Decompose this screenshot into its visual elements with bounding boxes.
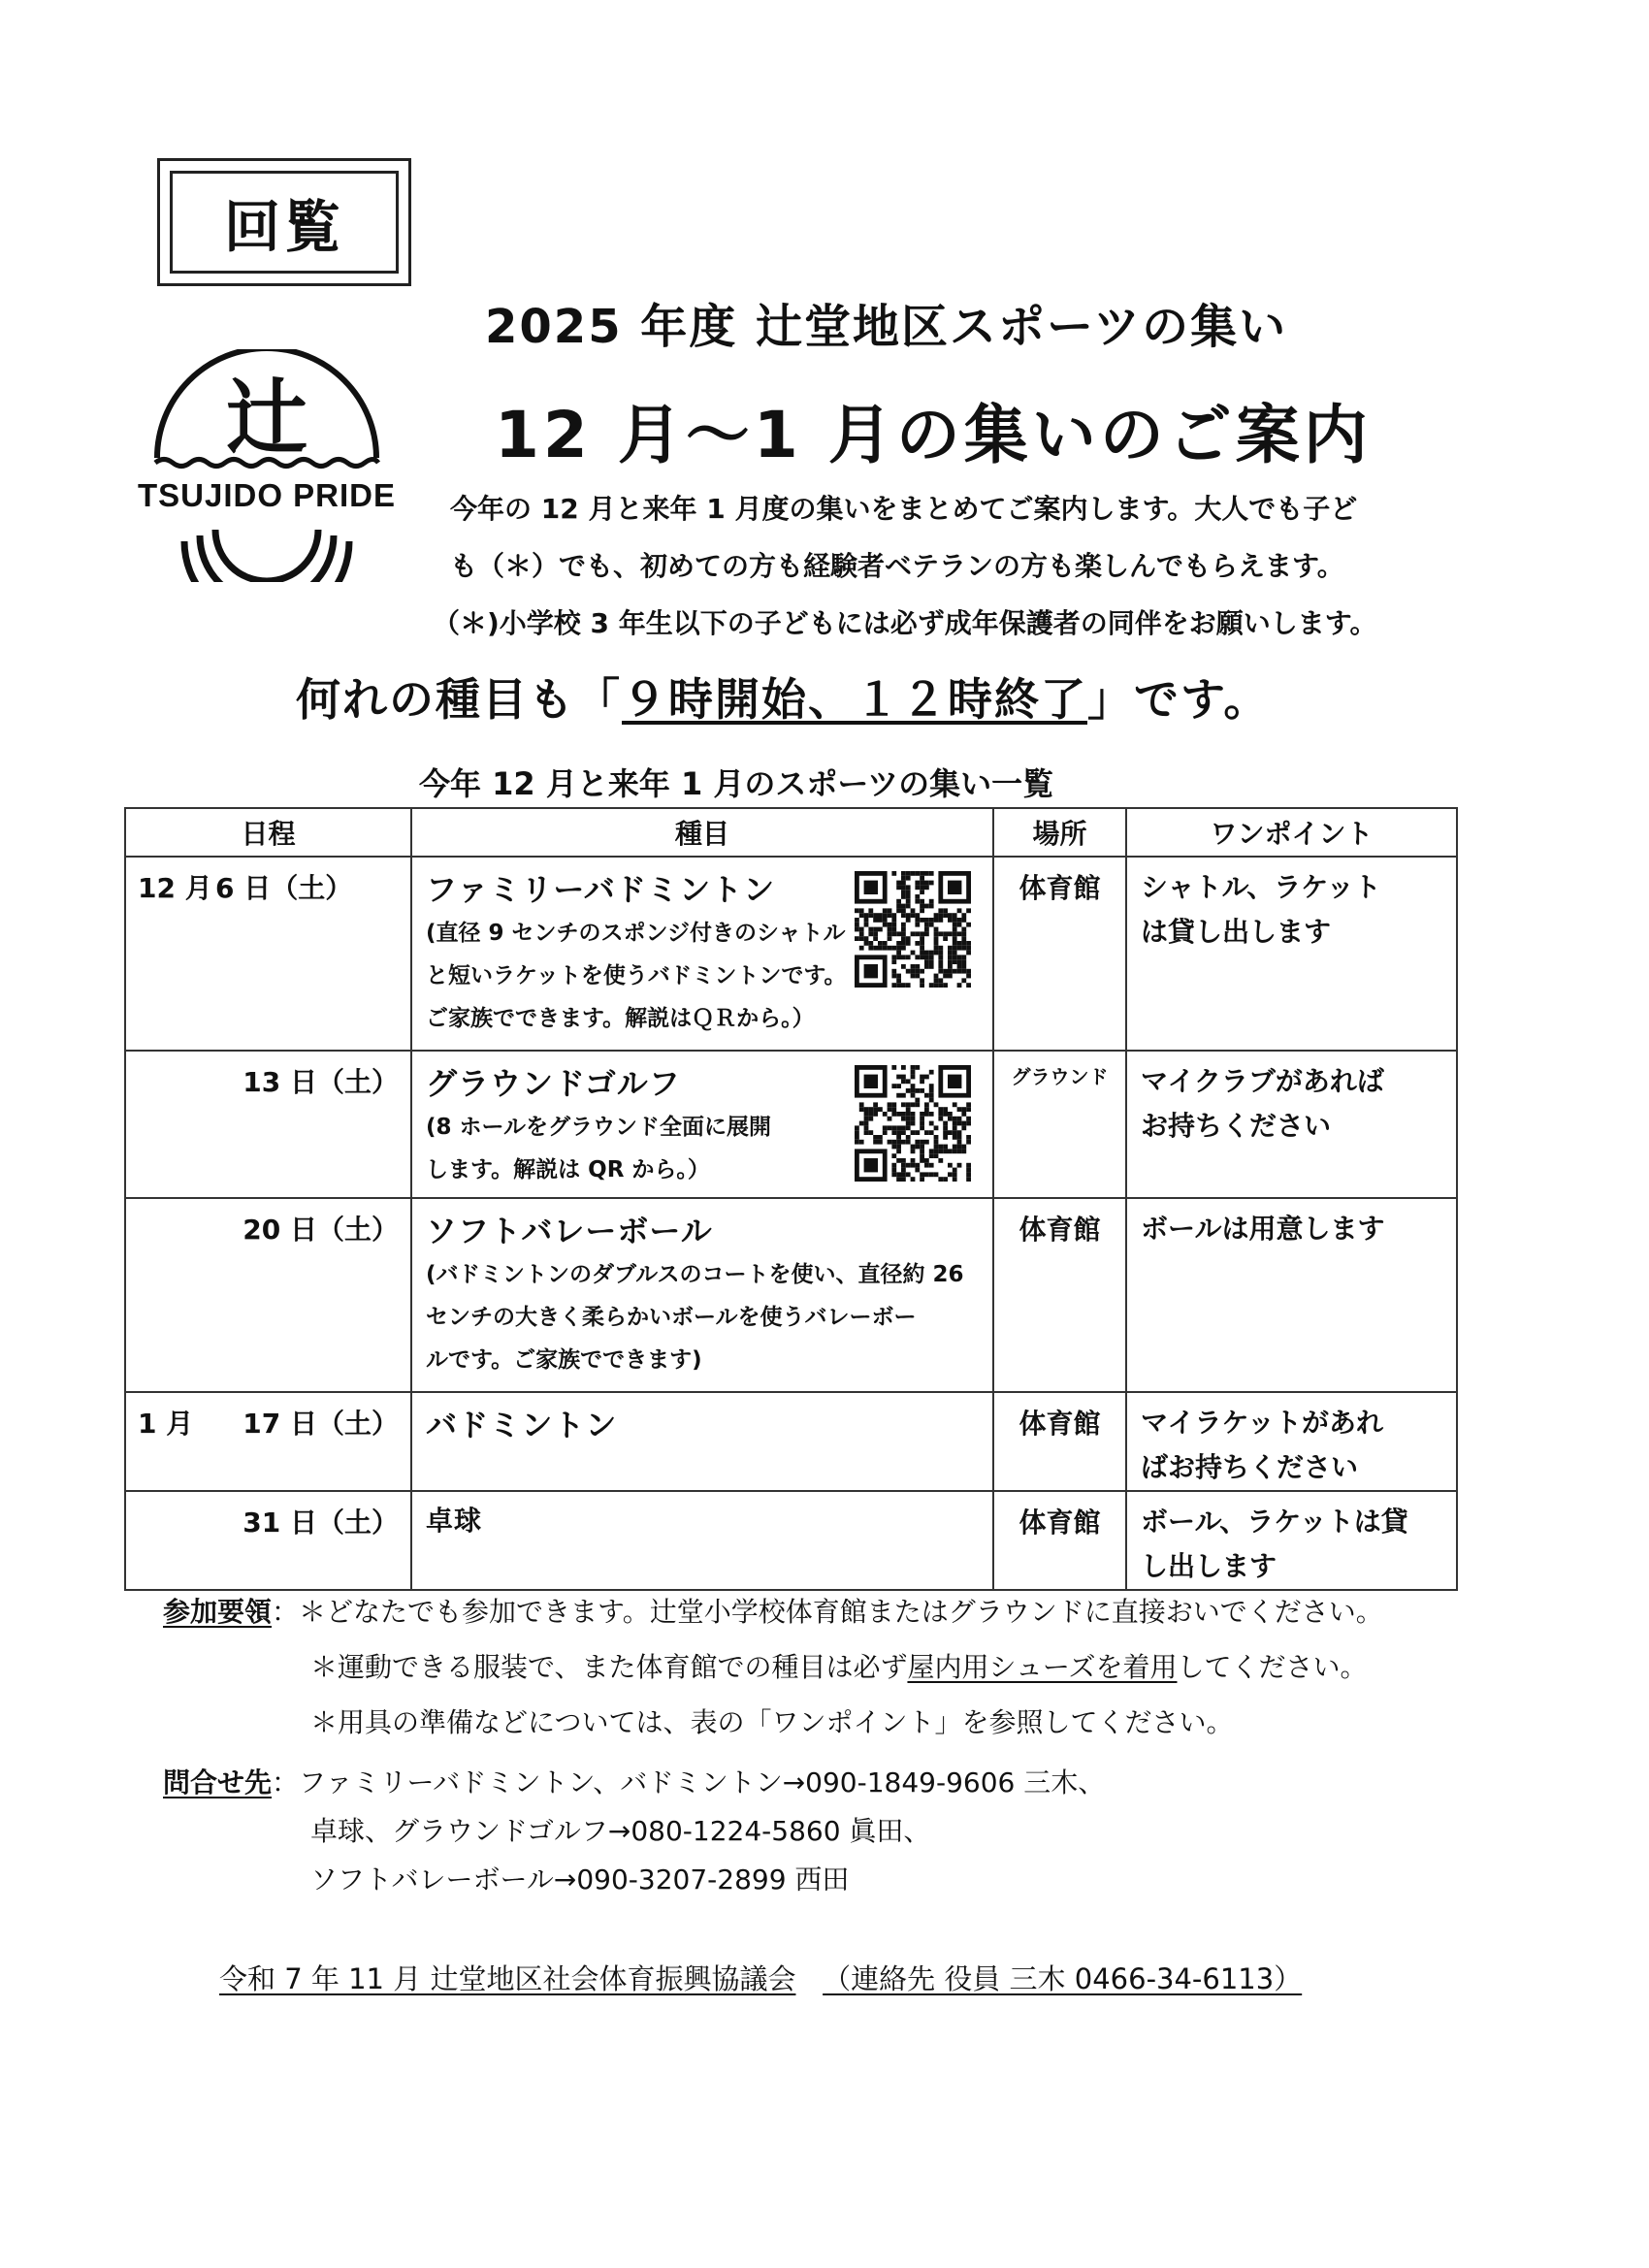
- table-row: [125, 1051, 1457, 1198]
- point-line: ボール、ラケットは貸: [1141, 1506, 1408, 1538]
- point-line: マイクラブがあれば: [1141, 1065, 1384, 1097]
- point-cell: [1126, 1198, 1457, 1392]
- tsujido-pride-logo: [136, 349, 398, 582]
- footer-organization: 令和 7 年 11 月 辻堂地区社会体育振興協議会: [219, 1962, 796, 1995]
- point-line: ボールは用意します: [1141, 1213, 1385, 1245]
- event-description-line: します。解説は QR から。）: [426, 1157, 710, 1183]
- requirements-line-1: [163, 1591, 1383, 1630]
- event-name: ソフトバレーボール: [426, 1213, 713, 1249]
- requirements-line-2: [310, 1646, 1368, 1685]
- place-cell: 体育館: [993, 1491, 1126, 1590]
- date-cell: [125, 1198, 411, 1392]
- event-name: ファミリーバドミントン: [426, 871, 776, 908]
- table-header-row: [125, 808, 1457, 857]
- event-cell: [411, 857, 993, 1051]
- event-cell: [411, 1198, 993, 1392]
- table-title: 今年 12 月と来年 1 月のスポーツの集い一覧: [419, 765, 1054, 802]
- event-cell: [411, 1392, 993, 1491]
- time-headline: [296, 664, 1270, 729]
- point-cell: [1126, 857, 1457, 1051]
- requirements-text: ＊どなたでも参加できます。辻堂小学校体育館またはグラウンドに直接おいでください。: [299, 1596, 1383, 1628]
- point-cell: [1126, 1491, 1457, 1590]
- event-description-line: ご家族でできます。解説はＱＲから。）: [426, 1006, 815, 1031]
- date-day: 13 日（土）: [242, 1066, 399, 1098]
- requirements-colon: ：: [272, 1596, 300, 1628]
- point-line: し出します: [1141, 1550, 1277, 1582]
- date-cell: [125, 857, 411, 1051]
- qr-code-icon[interactable]: [855, 1065, 971, 1182]
- contact-text: ファミリーバドミントン、バドミントン→090-1849-9606 三木、: [299, 1766, 1106, 1798]
- logo-kanji: 辻: [225, 371, 308, 466]
- date-cell: [125, 1051, 411, 1198]
- header-place: 場所: [993, 808, 1126, 857]
- point-line: ばお持ちください: [1141, 1451, 1359, 1483]
- contact-line-2: 卓球、グラウンドゴルフ→080-1224-5860 眞田、: [310, 1815, 931, 1847]
- event-cell: [411, 1051, 993, 1198]
- headline-prefix: 何れの種目も「: [296, 673, 622, 726]
- date-cell: [125, 1392, 411, 1491]
- intro-line: 今年の 12 月と来年 1 月度の集いをまとめてご案内します。大人でも子ど: [450, 493, 1358, 525]
- page-title: 2025 年度 辻堂地区スポーツの集い: [485, 300, 1288, 354]
- requirements-text: ＊運動できる服装で、また体育館での種目は必ず: [310, 1651, 908, 1683]
- event-description-line: と短いラケットを使うバドミントンです。: [426, 963, 847, 988]
- headline-time: ９時開始、１２時終了: [622, 673, 1087, 726]
- date-day: 6 日（土）: [215, 872, 353, 904]
- contact-label: 問合せ先: [163, 1766, 273, 1798]
- date-month: 12 月: [138, 872, 212, 904]
- place-cell: 体育館: [993, 857, 1126, 1051]
- requirements-label: 参加要領: [163, 1596, 273, 1628]
- place-cell: グラウンド: [993, 1051, 1126, 1198]
- event-name: グラウンドゴルフ: [426, 1065, 681, 1102]
- place-cell: 体育館: [993, 1392, 1126, 1491]
- contact-line-3: ソフトバレーボール→090-3207-2899 西田: [310, 1863, 850, 1895]
- footer-contact: （連絡先 役員 三木 0466-34-6113）: [823, 1962, 1303, 1995]
- stamp-label: 回覧: [170, 171, 399, 274]
- event-description-line: ルです。ご家族でできます): [426, 1347, 702, 1373]
- circulation-stamp: [157, 158, 411, 286]
- header-event: 種目: [411, 808, 993, 857]
- logo-text: TSUJIDO PRIDE: [137, 477, 397, 513]
- event-description: [426, 1253, 983, 1381]
- footer: [219, 1958, 1302, 1997]
- date-day: 31 日（土）: [242, 1507, 399, 1539]
- intro-note: （＊)小学校 3 年生以下の子どもには必ず成年保護者の同伴をお願いします。: [433, 607, 1377, 639]
- point-line: お持ちください: [1141, 1110, 1332, 1142]
- table-row: [125, 857, 1457, 1051]
- date-month: 1 月: [138, 1408, 194, 1440]
- date-day: 20 日（土）: [242, 1214, 399, 1246]
- headline-suffix: 」です。: [1087, 673, 1271, 726]
- event-name: バドミントン: [426, 1407, 618, 1443]
- logo-graphic: [136, 349, 398, 582]
- header-point: ワンポイント: [1126, 808, 1457, 857]
- schedule-table: [124, 807, 1458, 1591]
- requirements-text: してください。: [1177, 1651, 1368, 1683]
- event-description-line: (バドミントンのダブルスのコートを使い、直径約 26: [426, 1262, 964, 1287]
- page-subtitle: 12 月～1 月の集いのご案内: [495, 398, 1372, 472]
- point-cell: [1126, 1392, 1457, 1491]
- event-description-line: センチの大きく柔らかいボールを使うバレーボー: [426, 1305, 917, 1330]
- point-line: マイラケットがあれ: [1141, 1407, 1384, 1439]
- event-description-line: (8 ホールをグラウンド全面に展開: [426, 1115, 772, 1140]
- point-line: シャトル、ラケット: [1141, 871, 1381, 903]
- point-cell: [1126, 1051, 1457, 1198]
- contact-line-1: [163, 1762, 1105, 1800]
- requirements-line-3: ＊用具の準備などについては、表の「ワンポイント」を参照してください。: [310, 1706, 1234, 1738]
- place-cell: 体育館: [993, 1198, 1126, 1392]
- contact-colon: ：: [272, 1766, 300, 1798]
- qr-code-icon[interactable]: [855, 871, 971, 988]
- table-row: [125, 1198, 1457, 1392]
- date-cell: [125, 1491, 411, 1590]
- table-row: [125, 1491, 1457, 1590]
- point-line: は貸し出します: [1141, 916, 1332, 948]
- event-name: 卓球: [426, 1505, 483, 1537]
- event-description-line: (直径 9 センチのスポンジ付きのシャトル: [426, 921, 846, 946]
- header-date: 日程: [125, 808, 411, 857]
- requirements-emphasis: 屋内用シューズを着用: [907, 1651, 1178, 1683]
- event-cell: [411, 1491, 993, 1590]
- intro-line: も（＊）でも、初めての方も経験者ベテランの方も楽しんでもらえます。: [450, 550, 1344, 582]
- date-day: 17 日（土）: [242, 1408, 399, 1440]
- table-row: [125, 1392, 1457, 1491]
